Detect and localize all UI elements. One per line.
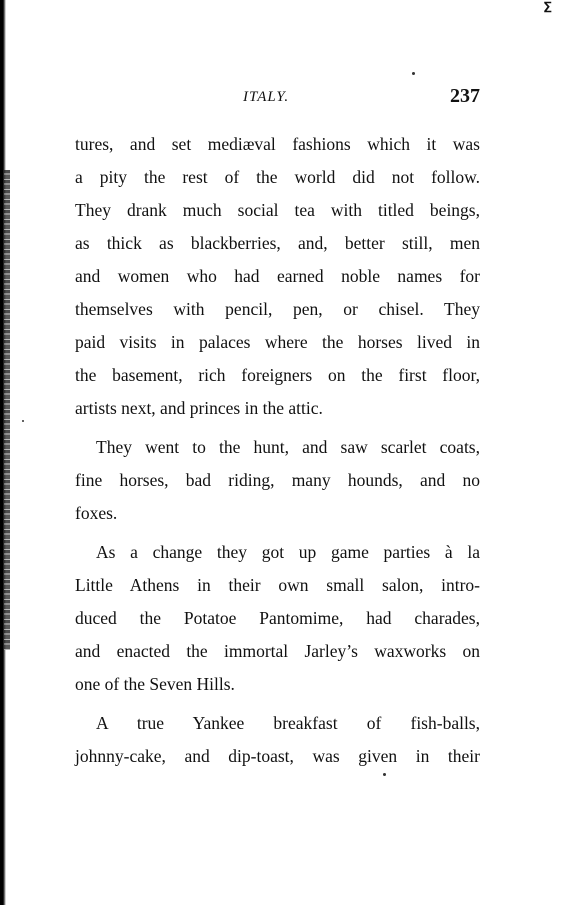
text-line: johnny-cake, and dip-toast, was given in their	[75, 746, 480, 766]
text-line: They drank much social tea with titled beings,	[75, 200, 480, 220]
page-header	[75, 85, 480, 115]
text-line: They went to the hunt, and saw scarlet coats,	[96, 437, 480, 457]
print-speck	[412, 72, 415, 75]
text-line: and women who had earned noble names for	[75, 266, 480, 286]
text-line: tures, and set mediæval fashions which it was	[75, 134, 480, 154]
text-line: and enacted the immortal Jarley’s waxworks on	[75, 641, 480, 661]
text-line: A true Yankee breakfast of fish-balls,	[96, 713, 480, 733]
text-line: the basement, rich foreigners on the first floor,	[75, 365, 480, 385]
print-speck	[383, 773, 386, 776]
text-line: paid visits in palaces where the horses lived in	[75, 332, 480, 352]
text-line: one of the Seven Hills.	[75, 674, 235, 694]
binding-shadow	[4, 170, 10, 650]
text-line: duced the Potatoe Pantomime, had charades,	[75, 608, 480, 628]
print-speck	[22, 420, 24, 422]
page-number: 237	[450, 85, 480, 107]
text-line: fine horses, bad riding, many hounds, and no	[75, 470, 480, 490]
text-line: artists next, and princes in the attic.	[75, 398, 323, 418]
corner-mark: ⵉ	[543, 1, 552, 16]
text-line: a pity the rest of the world did not follow.	[75, 167, 480, 187]
running-head: ITALY.	[243, 89, 290, 105]
text-line: as thick as blackberries, and, better still, men	[75, 233, 480, 253]
text-line: Little Athens in their own small salon, intro-	[75, 575, 480, 595]
text-line: foxes.	[75, 503, 118, 523]
text-line: themselves with pencil, pen, or chisel. They	[75, 299, 480, 319]
text-line: As a change they got up game parties à la	[96, 542, 480, 562]
body-text	[75, 128, 480, 773]
